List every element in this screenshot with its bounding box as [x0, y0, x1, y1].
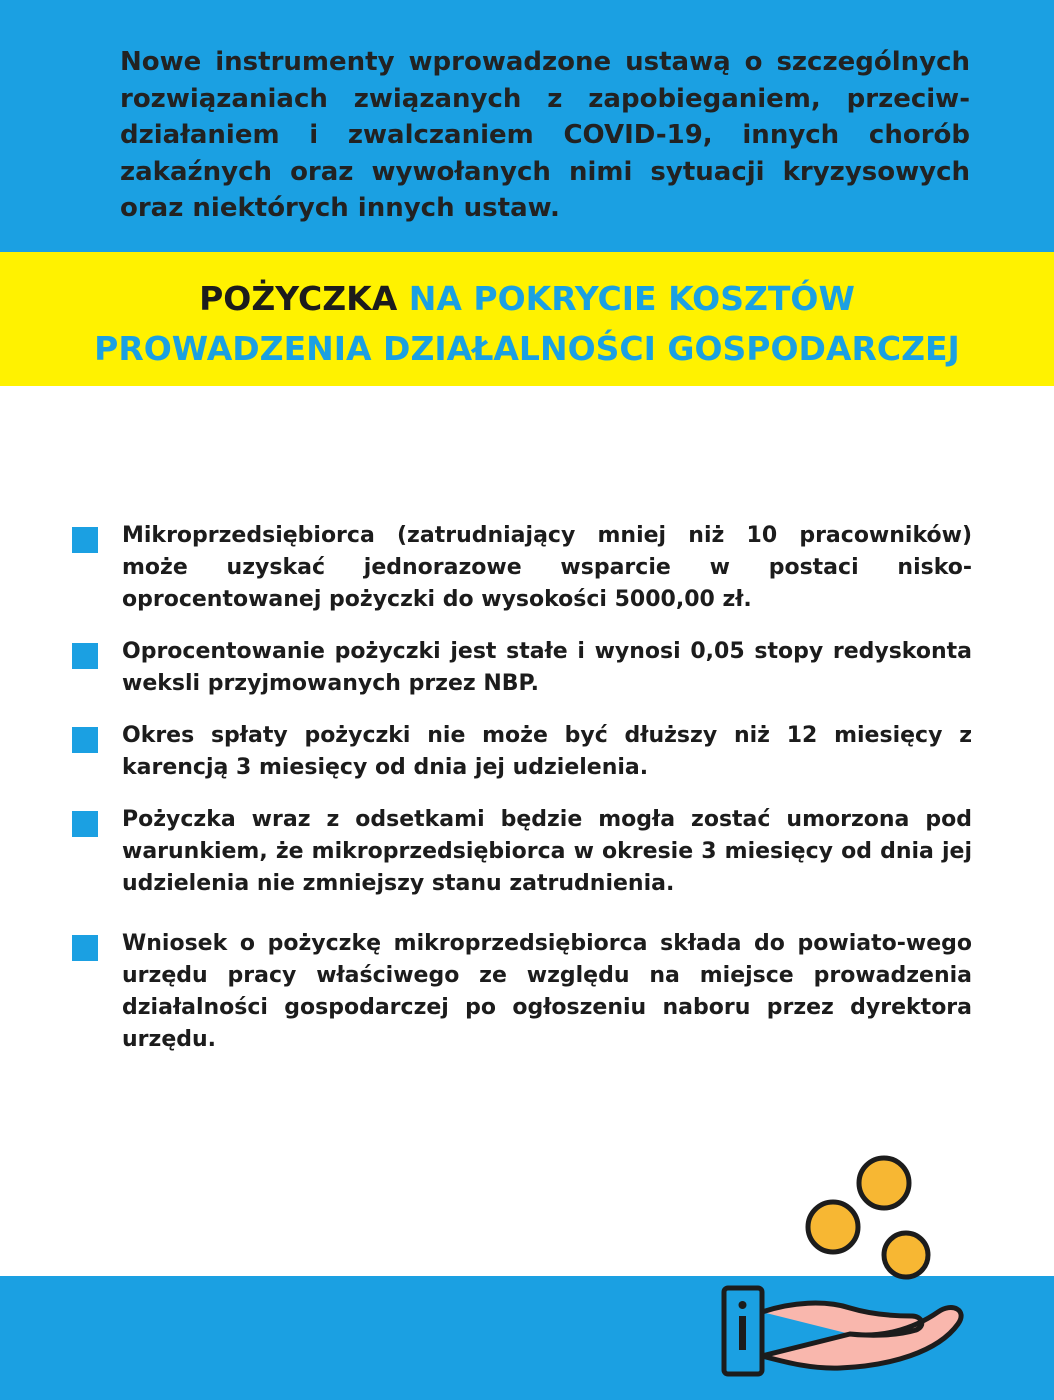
title-line1-rest: NA POKRYCIE KOSZTÓW	[397, 279, 855, 318]
coin-icon	[859, 1158, 909, 1208]
hand-with-coins-icon	[700, 1140, 1000, 1380]
list-item-text: Oprocentowanie pożyczki jest stałe i wynosi 0,05 stopy redyskonta weksli przyjmowanych przez NBP.	[122, 639, 972, 696]
blue-square-icon	[72, 727, 98, 753]
coin-icon	[884, 1233, 928, 1277]
page-title	[0, 274, 1054, 374]
blue-square-icon	[72, 643, 98, 669]
list-item	[72, 520, 972, 616]
list-item	[72, 720, 972, 784]
bullet-list	[72, 520, 972, 1076]
list-item-text: Okres spłaty pożyczki nie może być dłuższy niż 12 miesięcy z karencją 3 miesięcy od dnia jej udzielenia.	[122, 723, 972, 780]
list-item	[72, 928, 972, 1056]
sleeve-icon	[724, 1288, 762, 1374]
title-line2: PROWADZENIA DZIAŁALNOŚCI GOSPODARCZEJ	[94, 329, 960, 368]
list-item-text: Pożyczka wraz z odsetkami będzie mogła zostać umorzona pod warunkiem, że mikroprzedsiębiorca w okresie 3 miesięcy od dnia jej udzielenia nie zmniejszy stanu zatrudnienia.	[122, 807, 972, 896]
blue-square-icon	[72, 527, 98, 553]
hand-icon	[762, 1303, 961, 1368]
title-loan-word: POŻYCZKA	[199, 279, 398, 318]
list-item-text: Wniosek o pożyczkę mikroprzedsiębiorca składa do powiato-wego urzędu pracy właściwego ze względu na miejsce prowadzenia działalności gospodarczej po ogłoszeniu naboru przez dyrektora urzędu.	[122, 931, 972, 1052]
intro-text: Nowe instrumenty wprowadzone ustawą o szczególnych rozwiązaniach związanych z zapobieganiem, przeciw-działaniem i zwalczaniem COVID-19, innych chorób zakaźnych oraz wywołanych nimi sytuacji kryzysowych oraz niektórych innych ustaw.	[120, 47, 970, 223]
coin-icon	[808, 1202, 858, 1252]
list-item	[72, 804, 972, 900]
blue-square-icon	[72, 935, 98, 961]
blue-square-icon	[72, 811, 98, 837]
list-item	[72, 636, 972, 700]
list-item-text: Mikroprzedsiębiorca (zatrudniający mniej niż 10 pracowników) może uzyskać jednorazowe wsparcie w postaci nisko-oprocentowanej pożyczki do wysokości 5000,00 zł.	[122, 523, 972, 612]
